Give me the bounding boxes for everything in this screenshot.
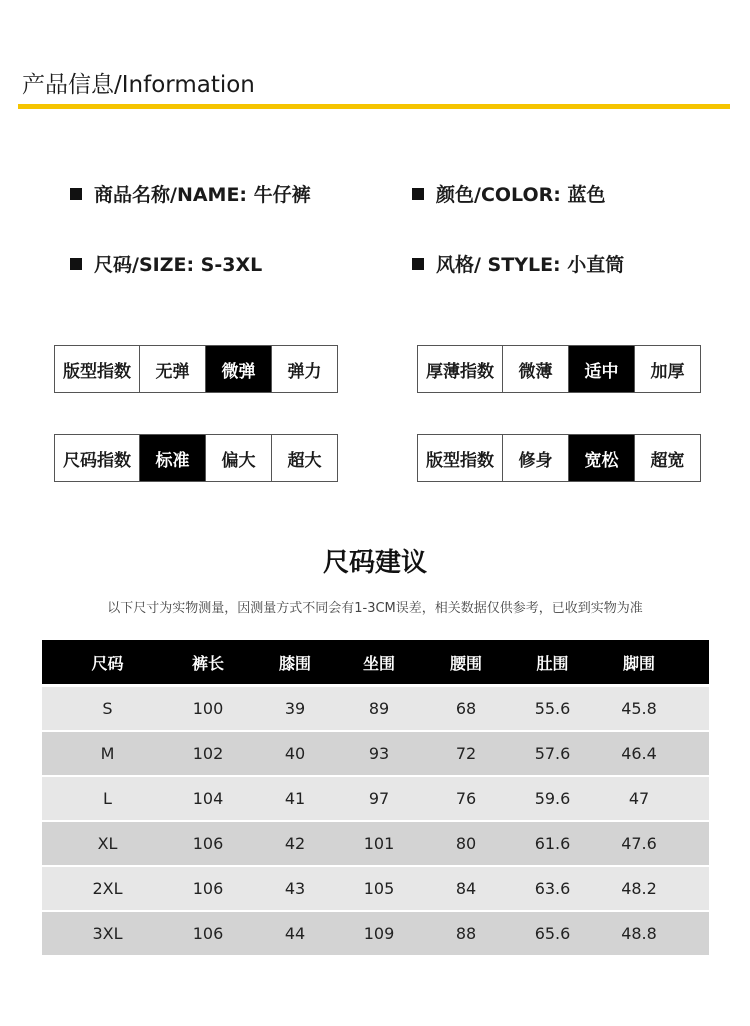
table-cell: XL — [97, 834, 118, 853]
table-cell: 42 — [284, 834, 306, 853]
table-cell: 3XL — [92, 924, 123, 943]
table-cell: 59.6 — [534, 789, 571, 808]
title-underline — [18, 104, 730, 109]
table-cell: 61.6 — [534, 834, 571, 853]
scale-sizing — [54, 434, 338, 482]
table-cell: 2XL — [92, 879, 123, 898]
table-cell: 57.6 — [534, 744, 571, 763]
scale-option: 标准 — [139, 435, 205, 481]
scale-label: 版型指数 — [63, 361, 131, 382]
info-size-text: 尺码/SIZE: S-3XL — [94, 254, 263, 276]
table-cell: 48.8 — [621, 924, 657, 943]
table-cell: 97 — [368, 789, 390, 808]
table-cell: 55.6 — [534, 699, 571, 718]
column-header: 裤长 — [191, 653, 224, 673]
scale-option: 修身 — [502, 435, 568, 481]
table-cell: L — [103, 789, 112, 808]
table-cell: S — [102, 699, 113, 718]
bullet-square-icon — [70, 258, 82, 270]
table-cell: 106 — [192, 834, 224, 853]
table-row — [42, 867, 709, 910]
scale-option: 微薄 — [502, 346, 568, 392]
table-cell: 102 — [192, 744, 224, 763]
table-cell: 76 — [455, 789, 477, 808]
size-chart-title: 尺码建议 — [322, 548, 427, 578]
table-cell: 65.6 — [534, 924, 571, 943]
table-header-row — [42, 640, 709, 684]
table-cell: 72 — [455, 744, 477, 763]
scale-option: 弹力 — [271, 346, 337, 392]
table-cell: 93 — [368, 744, 390, 763]
bullet-square-icon — [70, 188, 82, 200]
column-header: 肚围 — [536, 653, 569, 673]
table-cell: 80 — [455, 834, 477, 853]
scale-option: 微弹 — [205, 346, 271, 392]
table-row — [42, 912, 709, 955]
info-color — [412, 180, 605, 207]
table-cell: 101 — [363, 834, 395, 853]
table-row — [42, 732, 709, 775]
column-header: 坐围 — [362, 653, 395, 673]
scale-label: 厚薄指数 — [426, 361, 494, 382]
scale-option: 超大 — [271, 435, 337, 481]
info-product-name-text: 商品名称/NAME: 牛仔裤 — [94, 184, 311, 206]
table-cell: 109 — [363, 924, 395, 943]
info-color-text: 颜色/COLOR: 蓝色 — [436, 184, 606, 206]
scale-thickness — [417, 345, 701, 393]
scale-label: 尺码指数 — [63, 450, 131, 471]
table-row — [42, 822, 709, 865]
table-cell: 40 — [284, 744, 306, 763]
scale-option: 宽松 — [568, 435, 634, 481]
column-header: 腰围 — [449, 653, 482, 673]
table-cell: 44 — [284, 924, 306, 943]
scale-option: 加厚 — [634, 346, 700, 392]
table-cell: 104 — [192, 789, 224, 808]
scale-fit — [417, 434, 701, 482]
table-cell: 47 — [628, 789, 650, 808]
column-header: 脚围 — [622, 653, 655, 673]
info-product-name — [70, 180, 311, 207]
scale-option: 无弹 — [139, 346, 205, 392]
size-chart-note: 以下尺寸为实物测量，因测量方式不同会有1-3CM误差，相关数据仅供参考，已收到实物为准 — [107, 601, 643, 616]
table-row — [42, 777, 709, 820]
table-cell: 48.2 — [621, 879, 657, 898]
info-style — [412, 250, 624, 277]
table-cell: 84 — [455, 879, 477, 898]
bullet-square-icon — [412, 188, 424, 200]
table-cell: 47.6 — [621, 834, 657, 853]
column-header: 膝围 — [278, 653, 311, 673]
bullet-square-icon — [412, 258, 424, 270]
info-size — [70, 250, 262, 277]
table-cell: M — [100, 744, 115, 763]
scale-elasticity — [54, 345, 338, 393]
scale-option: 偏大 — [205, 435, 271, 481]
scale-label: 版型指数 — [426, 450, 494, 471]
table-cell: 46.4 — [621, 744, 657, 763]
table-cell: 88 — [455, 924, 477, 943]
table-cell: 89 — [368, 699, 390, 718]
table-cell: 68 — [455, 699, 477, 718]
table-cell: 106 — [192, 879, 224, 898]
scale-option: 适中 — [568, 346, 634, 392]
info-style-text: 风格/ STYLE: 小直筒 — [436, 254, 625, 276]
size-table — [42, 640, 709, 957]
table-row — [42, 687, 709, 730]
table-cell: 63.6 — [534, 879, 571, 898]
table-cell: 41 — [284, 789, 306, 808]
table-cell: 100 — [192, 699, 224, 718]
table-cell: 43 — [284, 879, 306, 898]
table-cell: 106 — [192, 924, 224, 943]
table-cell: 39 — [284, 699, 306, 718]
scale-option: 超宽 — [634, 435, 700, 481]
column-header: 尺码 — [91, 653, 124, 673]
table-cell: 105 — [363, 879, 395, 898]
section-title: 产品信息/Information — [22, 72, 255, 98]
table-cell: 45.8 — [621, 699, 657, 718]
